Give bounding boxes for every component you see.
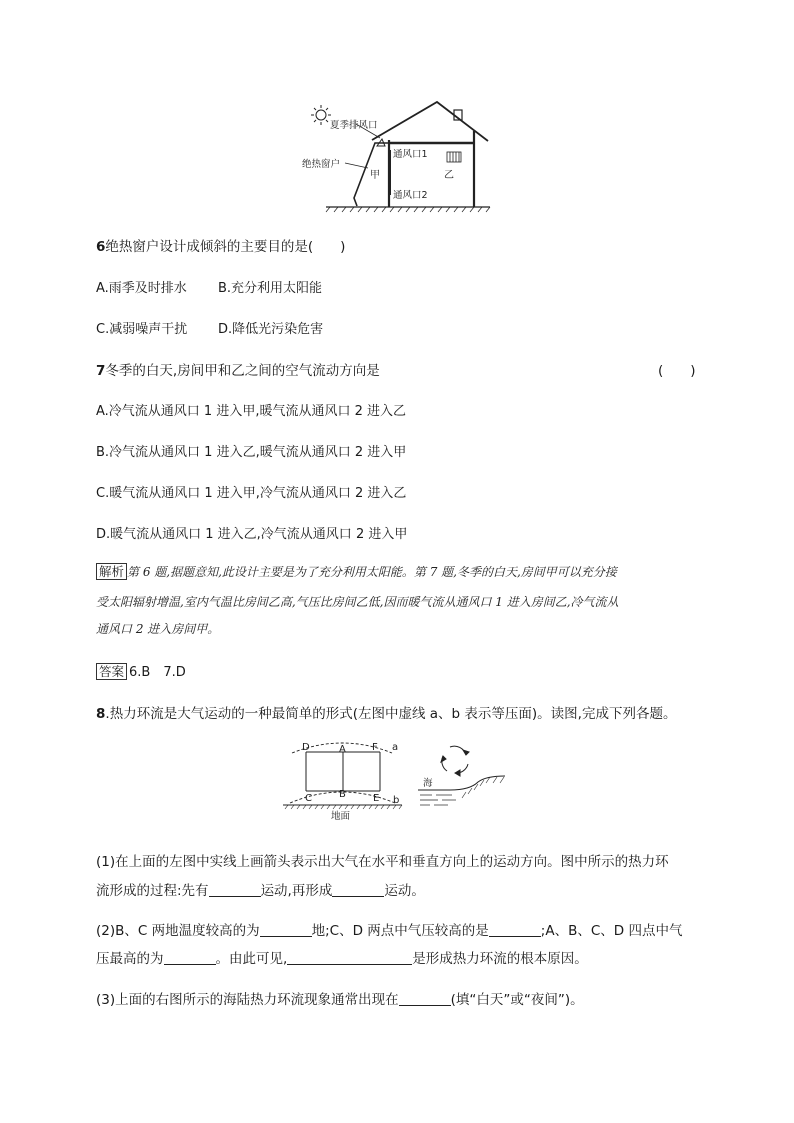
q7-option-b[interactable]: B.冷气流从通风口 1 进入乙,暖气流从通风口 2 进入甲 <box>96 445 407 460</box>
q7-option-d[interactable]: D.暖气流从通风口 1 进入乙,冷气流从通风口 2 进入甲 <box>96 527 408 542</box>
q8-part2-line1 <box>96 919 682 939</box>
question-6-number: 6 <box>96 239 106 255</box>
label-vent1: 通风口1 <box>393 149 428 160</box>
q8-part3-text-a: (3)上面的右图所示的海陆热力环流现象通常出现在 <box>96 992 399 1008</box>
answer-tag: 答案 <box>96 663 127 680</box>
q6-option-b[interactable]: B.充分利用太阳能 <box>218 281 323 296</box>
sea-label: 海 <box>423 778 433 789</box>
question-7-stem: 冬季的白天,房间甲和乙之间的空气流动方向是 <box>105 363 380 379</box>
isobar-label-a: a <box>392 742 399 753</box>
q8-part2-blank-2[interactable] <box>489 922 541 937</box>
q8-part3-text-b: (填“白天”或“夜间”)。 <box>450 992 584 1008</box>
point-E: E <box>373 793 380 804</box>
question-8 <box>96 702 676 722</box>
house-diagram <box>300 95 500 215</box>
question-6 <box>96 235 345 255</box>
answer-text: 6.B 7.D <box>129 665 186 680</box>
q8-part1-line1: (1)在上面的左图中实线上画箭头表示出大气在水平和垂直方向上的运动方向。图中所示的热力环 <box>96 854 669 870</box>
q8-part1-line2 <box>96 879 425 899</box>
label-summer-vent: 夏季排风口 <box>330 120 378 131</box>
window-leader <box>345 163 368 168</box>
q8-part1-text-a: 流形成的过程:先有 <box>96 883 209 899</box>
q8-part2-blank-3[interactable] <box>164 950 216 965</box>
point-A: A <box>339 744 346 755</box>
point-D: D <box>302 742 310 753</box>
label-vent2: 通风口2 <box>393 190 428 201</box>
q6-option-c[interactable]: C.减弱噪声干扰 <box>96 322 188 337</box>
q8-part2-line2 <box>96 947 588 967</box>
radiator-icon <box>447 152 461 162</box>
sun-icon <box>311 105 331 125</box>
label-room-b: 乙 <box>444 170 454 181</box>
q8-part2-blank-4[interactable] <box>287 950 412 965</box>
circulation-loop-icon <box>441 746 469 776</box>
point-B: B <box>339 789 346 800</box>
q7-option-a[interactable]: A.冷气流从通风口 1 进入甲,暖气流从通风口 2 进入乙 <box>96 404 407 419</box>
question-7 <box>96 359 380 379</box>
ground-label: 地面 <box>331 811 351 822</box>
q8-part2-text-a: (2)B、C 两地温度较高的为 <box>96 923 260 939</box>
ground-hatching <box>285 805 402 809</box>
question-8-stem: .热力环流是大气运动的一种最简单的形式(左图中虚线 a、b 表示等压面)。读图,完成下列各题。 <box>105 706 677 722</box>
q8-part2-text-c: ;A、B、C、D 四点中气 <box>540 923 683 939</box>
sea-waves <box>420 795 456 805</box>
analysis-tag: 解析 <box>96 563 127 580</box>
isobar-label-b: b <box>393 795 400 806</box>
question-7-paren: ( ) <box>658 363 696 379</box>
q8-part3-blank[interactable] <box>399 991 451 1006</box>
point-C: C <box>305 793 312 804</box>
q7-option-c[interactable]: C.暖气流从通风口 1 进入甲,冷气流从通风口 2 进入乙 <box>96 486 407 501</box>
q8-part1-blank-2[interactable] <box>332 882 384 897</box>
ground-hatching <box>326 207 490 212</box>
question-7-number: 7 <box>96 363 106 379</box>
point-F: F <box>372 742 378 753</box>
analysis-block <box>96 563 617 580</box>
q6-option-d[interactable]: D.降低光污染危害 <box>218 322 324 337</box>
analysis-line-2: 受太阳辐射增温,室内气温比房间乙高,气压比房间乙低,因而暖气流从通风口 1 进入房间乙,冷气流从 <box>96 595 619 609</box>
analysis-line-1: 第 6 题,据题意知,此设计主要是为了充分利用太阳能。第 7 题,冬季的白天,房间甲可以充分接 <box>127 565 617 579</box>
q8-part3 <box>96 988 584 1008</box>
question-8-number: 8 <box>96 706 106 722</box>
thermal-circulation-diagram <box>278 736 518 822</box>
question-6-stem: 绝热窗户设计成倾斜的主要目的是( ) <box>105 239 346 255</box>
q8-part1-blank-1[interactable] <box>209 882 261 897</box>
q8-part2-blank-1[interactable] <box>260 922 312 937</box>
q8-part1-text-c: 运动。 <box>384 883 425 899</box>
q8-part1-text-b: 运动,再形成 <box>260 883 333 899</box>
answer-block <box>96 661 186 680</box>
q8-part2-text-d: 压最高的为 <box>96 951 164 967</box>
label-window: 绝热窗户 <box>302 159 341 170</box>
label-room-a: 甲 <box>370 170 380 181</box>
q6-option-a[interactable]: A.雨季及时排水 <box>96 281 187 296</box>
analysis-line-3: 通风口 2 进入房间甲。 <box>96 622 220 636</box>
q8-part2-text-f: 是形成热力环流的根本原因。 <box>412 951 588 967</box>
q8-part2-text-b: 地;C、D 两点中气压较高的是 <box>311 923 489 939</box>
roof <box>372 102 488 141</box>
q8-part2-text-e: 。由此可见, <box>215 951 288 967</box>
